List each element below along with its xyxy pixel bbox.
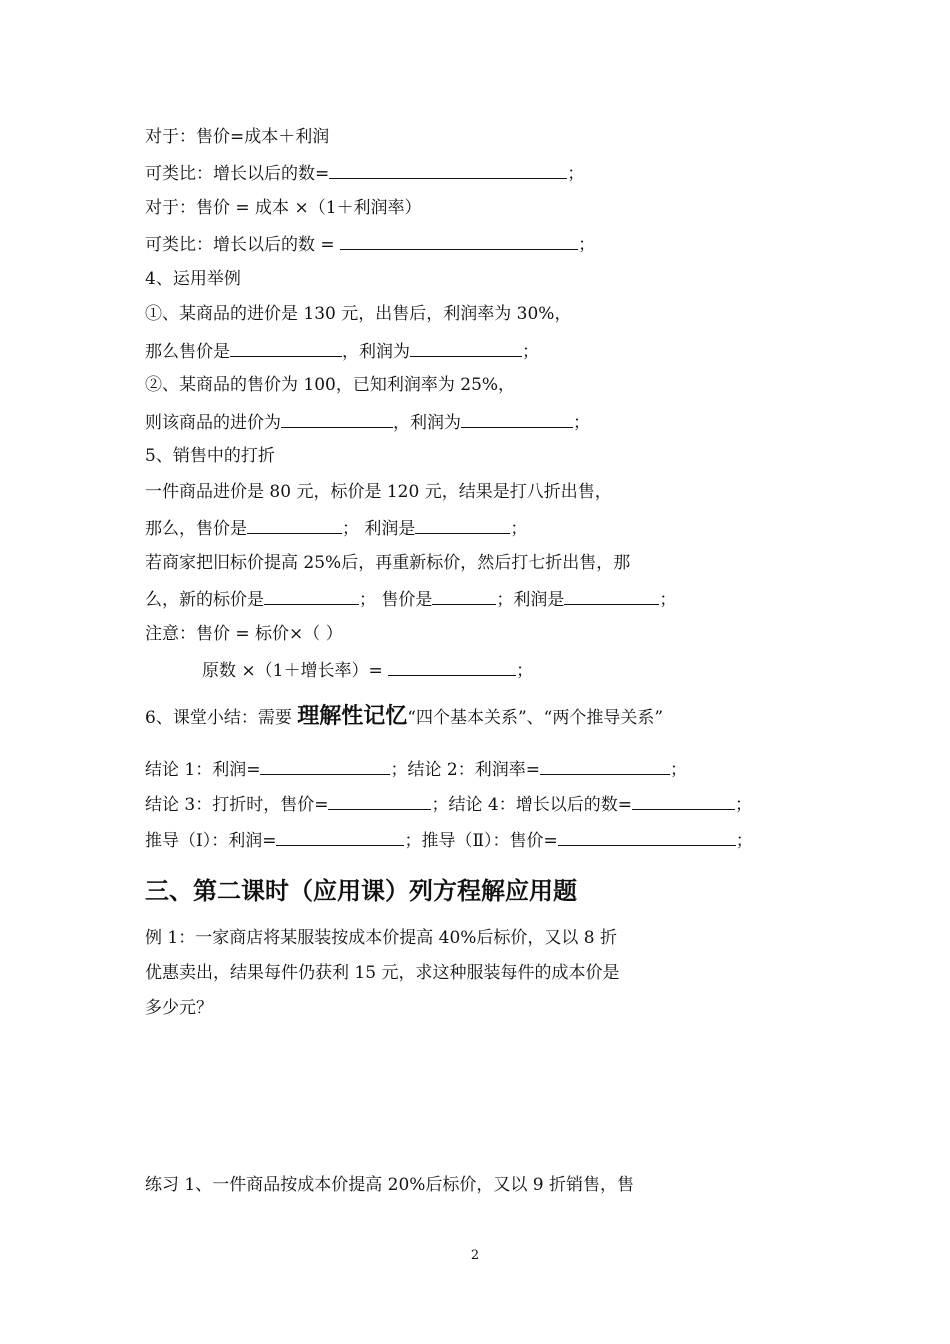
line-text: ； (659, 590, 677, 610)
line-text: ； (735, 831, 753, 851)
line-text: ；推导（Ⅱ）：售价= (404, 831, 558, 851)
line-text: 那么，售价是 (145, 519, 247, 539)
line-text: ； (669, 760, 687, 780)
line-text: 6、课堂小结：需要 (145, 708, 298, 728)
line-text: ； (516, 661, 534, 681)
fill-blank[interactable] (540, 757, 670, 775)
fill-blank[interactable] (328, 792, 431, 810)
text-line: 多少元？ (145, 998, 213, 1018)
line-text: ；结论 2：利润率= (390, 760, 540, 780)
text-line: 例 1：一家商店将某服装按成本价提高 40%后标价，又以 8 折 (145, 928, 618, 948)
line-text: 推导（Ⅰ）：利润= (145, 831, 277, 851)
fill-blank[interactable] (432, 587, 496, 605)
text-line: 优惠卖出，结果每件仍获利 15 元，求这种服装每件的成本价是 (145, 963, 620, 983)
line-text: ； (522, 342, 539, 362)
line-text: “四个基本关系”、“两个推导关系” (407, 708, 664, 728)
section-heading: 三、第二课时（应用课）列方程解应用题 (145, 877, 577, 905)
line-text: ； (510, 519, 528, 539)
line-text: 可类比：增长以后的数= (145, 164, 330, 184)
line-text: ； (573, 413, 590, 433)
fill-blank[interactable] (415, 516, 510, 534)
text-line: 注意：售价 = 标价×（ ） (145, 624, 343, 644)
text-line (145, 161, 584, 185)
line-text: 结论 1：利润= (145, 760, 261, 780)
line-text: 则该商品的进价为 (145, 413, 281, 433)
line-text: ；结论 4：增长以后的数= (431, 795, 632, 815)
line-text: ，利润为 (393, 413, 461, 433)
text-line (145, 516, 527, 540)
line-text: 么，新的标价是 (145, 590, 264, 610)
text-line (145, 757, 687, 781)
text-line: 练习 1、一件商品按成本价提高 20%后标价，又以 9 折销售，售 (145, 1175, 635, 1195)
text-line (202, 658, 533, 682)
text-line: 5、销售中的打折 (145, 446, 275, 466)
line-text: 可类比：增长以后的数 = (145, 235, 341, 255)
text-line (145, 792, 752, 816)
text-line: 对于：售价 = 成本 ×（1＋利润率） (145, 198, 422, 218)
fill-blank[interactable] (247, 516, 342, 534)
line-text: ； (567, 164, 585, 184)
text-line (145, 232, 595, 256)
fill-blank[interactable] (260, 757, 390, 775)
fill-blank[interactable] (340, 232, 578, 250)
fill-blank[interactable] (461, 410, 573, 428)
line-text: ； (734, 795, 752, 815)
line-text: ；利润是 (496, 590, 565, 610)
fill-blank[interactable] (564, 587, 659, 605)
fill-blank[interactable] (264, 587, 359, 605)
text-line (145, 339, 539, 363)
emphasis-text: 理解性记忆 (297, 704, 408, 729)
text-line: 对于：售价=成本＋利润 (145, 127, 330, 147)
summary-line (145, 706, 663, 729)
text-line: 若商家把旧标价提高 25%后，再重新标价，然后打七折出售，那 (145, 553, 631, 573)
line-text: 原数 ×（1＋增长率）= (202, 661, 389, 681)
line-text: ； 利润是 (342, 519, 416, 539)
fill-blank[interactable] (388, 658, 516, 676)
fill-blank[interactable] (276, 828, 404, 846)
fill-blank[interactable] (558, 828, 736, 846)
line-text: ； 售价是 (359, 590, 433, 610)
fill-blank[interactable] (410, 339, 522, 357)
line-text: 结论 3：打折时，售价= (145, 795, 329, 815)
fill-blank[interactable] (329, 161, 567, 179)
page-number: 2 (470, 1248, 480, 1263)
line-text: ，利润为 (342, 342, 410, 362)
line-text: ； (578, 235, 596, 255)
text-line: 4、运用举例 (145, 269, 241, 289)
text-line: 一件商品进价是 80 元，标价是 120 元，结果是打八折出售， (145, 482, 612, 502)
fill-blank[interactable] (230, 339, 342, 357)
text-line: ②、某商品的售价为 100，已知利润率为 25%， (145, 375, 516, 395)
text-line: ①、某商品的进价是 130 元，出售后，利润率为 30%， (145, 304, 572, 324)
fill-blank[interactable] (281, 410, 393, 428)
line-text: 那么售价是 (145, 342, 230, 362)
text-line (145, 587, 676, 611)
fill-blank[interactable] (632, 792, 735, 810)
text-line (145, 410, 590, 434)
text-line (145, 828, 753, 852)
